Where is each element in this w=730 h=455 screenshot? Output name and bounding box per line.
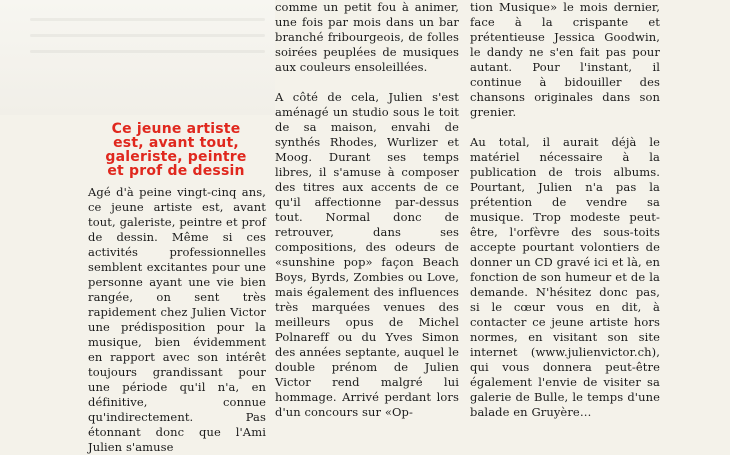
column-3 [470,0,660,420]
paragraph-gap [275,75,459,90]
article-headline: Ce jeune artiste est, avant tout, galeriste, peintre et prof de dessin [105,121,247,179]
faded-line [30,34,265,37]
faded-line [30,50,265,53]
faded-top-area [0,0,275,115]
paragraph: tion Musique» le mois dernier, face à la crispante et prétentieuse Jessica Goodwin, le dandy ne s'en fait pas pour autant. Pour l'instant, il continue à bidouiller des chansons originales dans son grenier. [470,0,660,119]
column-2 [275,0,459,420]
column-1 [88,185,266,455]
paragraph: Agé d'à peine vingt-cinq ans, ce jeune artiste est, avant tout, galeriste, peintre et prof de dessin. Même si ces activités professionnelles semblent excitantes pour une personne ayant une vie bien rangée, on sent très rapidement chez Julien Victor une prédisposition pour la musique, bien évidemment en rapport avec son intérêt toujours grandissant pour une période qu'il n'a, en définitive, connue qu'indirectement. Pas étonnant donc que l'Ami Julien s'amuse [88,185,266,454]
paragraph: Au total, il aurait déjà le matériel nécessaire à la publication de trois albums. Pourtant, Julien n'a pas la prétention de vendre sa musique. Trop modeste peut-être, l'orfèvre des sous-toits accepte pourtant volontiers de donner un CD gravé ici et là, en fonction de son humeur et de la demande. N'hésitez donc pas, si le cœur vous en dit, à contacter ce jeune artiste hors normes, en visitant son site internet (www.julienvictor.ch), qui vous donnera peut-être également l'envie de visiter sa galerie de Bulle, le temps d'une balade en Gruyère… [470,135,660,419]
paragraph-gap [470,120,660,135]
paragraph: A côté de cela, Julien s'est aménagé un studio sous le toit de sa maison, envahi de synthés Rhodes, Wurlizer et Moog. Durant ses temps libres, il s'amuse à composer des titres aux accents de ce qu'il affectionne par-dessus tout. Normal donc de retrouver, dans ses compositions, des odeurs de «sunshine pop» façon Beach Boys, Byrds, Zombies ou Love, mais également des influences très marquées venues des meilleurs opus de Michel Polnareff ou du Yves Simon des années septante, auquel le double prénom de Julien Victor rend malgré lui hommage. Arrivé perdant lors d'un concours sur «Op- [275,90,459,419]
faded-line [30,18,265,21]
paragraph: comme un petit fou à animer, une fois par mois dans un bar branché fribourgeois, de folles soirées peuplées de musiques aux couleurs ensoleillées. [275,0,459,74]
